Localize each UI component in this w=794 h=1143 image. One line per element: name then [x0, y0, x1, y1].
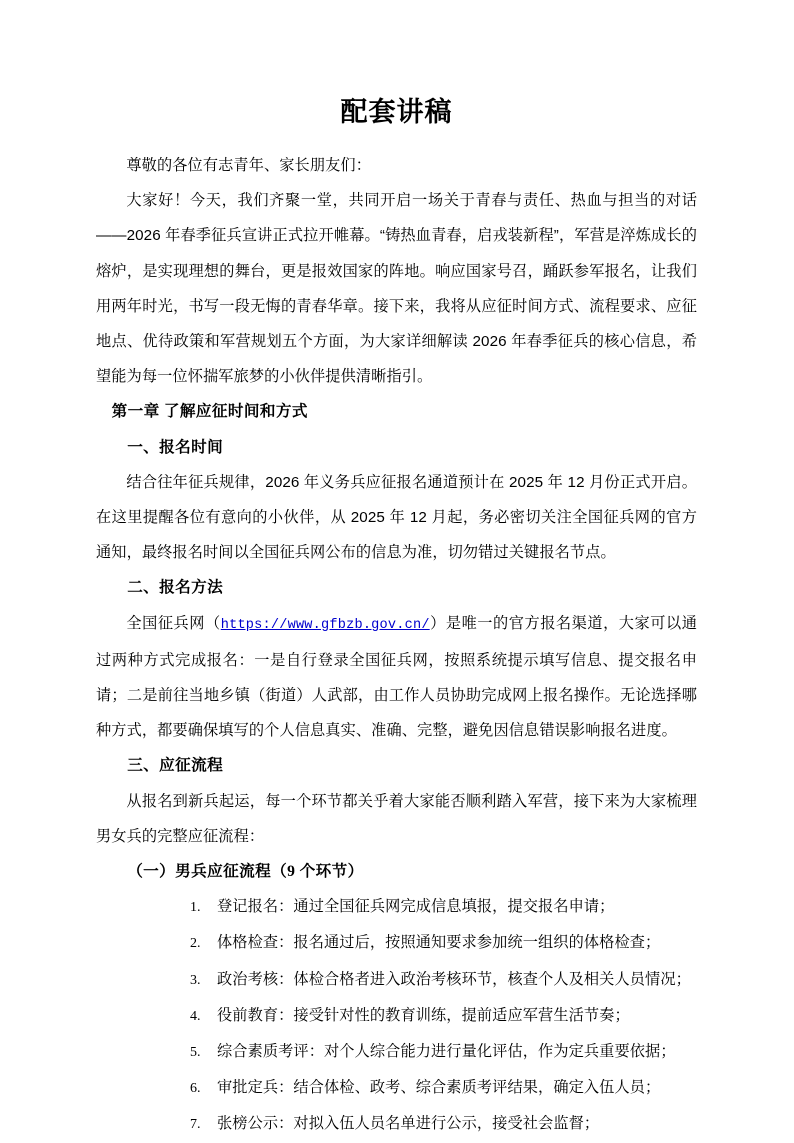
- section-three-heading: 三、应征流程: [127, 757, 224, 775]
- section-one-paragraph: 结合往年征兵规律，2026 年义务兵应征报名通道预计在 2025 年 12 月份正式开启。在这里提醒各位有意向的小伙伴，从 2025 年 12 月起，务必密切关注全国征兵网的官方通知，最终报名时间以全国征兵网公布的信息为准，切勿错过关键报名节点。: [96, 473, 697, 562]
- section-two-heading: 二、报名方法: [127, 579, 224, 597]
- list-item-number: 5.: [190, 1045, 201, 1061]
- subsection-heading-male-process: （一）男兵应征流程（9 个环节）: [127, 863, 364, 881]
- list-item-text: 政治考核：体检合格者进入政治考核环节，核查个人及相关人员情况；: [217, 970, 691, 988]
- list-item: [96, 1106, 697, 1142]
- list-item-text: 张榜公示：对拟入伍人员名单进行公示，接受社会监督；: [217, 1115, 600, 1133]
- section-two-paragraph: [96, 606, 697, 749]
- list-item-text: 体格检查：报名通过后，按照通知要求参加统一组织的体格检查；: [217, 934, 661, 952]
- opening-paragraph: 大家好！今天，我们齐聚一堂，共同开启一场关于青春与责任、热血与担当的对话——2026 年春季征兵宣讲正式拉开帷幕。“铸热血青春，启戎装新程”，军营是淬炼成长的熔炉，是实现理想的舞台，更是报效国家的阵地。响应国家号召，踊跃参军报名，让我们用两年时光，书写一段无悔的青春华章。接下来，我将从应征时间方式、流程要求、应征地点、优待政策和军营规划五个方面，为大家详细解读 2026 年春季征兵的核心信息，希望能为每一位怀揣军旅梦的小伙伴提供清晰指引。: [96, 192, 697, 386]
- list-item: [96, 962, 697, 998]
- list-item: [96, 889, 697, 925]
- list-item-text: 综合素质考评：对个人综合能力进行量化评估，作为定兵重要依据；: [217, 1043, 676, 1061]
- list-item-number: 7.: [190, 1117, 201, 1133]
- section-two-suffix-text: ）是唯一的官方报名渠道，大家可以通过两种方式完成报名：一是自行登录全国征兵网，按照系统提示填写信息、提交报名申请；二是前往当地乡镇（街道）人武部，由工作人员协助完成网上报名操作。无论选择哪种方式，都要确保填写的个人信息真实、准确、完整，避免因信息错误影响报名进度。: [96, 614, 697, 740]
- salutation-paragraph: 尊敬的各位有志青年、家长朋友们：: [126, 157, 371, 174]
- process-steps-list: [96, 889, 697, 1142]
- section-one-heading: 一、报名时间: [127, 438, 224, 456]
- list-item: [96, 925, 697, 961]
- list-item-number: 6.: [190, 1081, 201, 1097]
- list-item: [96, 998, 697, 1034]
- section-three-paragraph: 从报名到新兵起运，每一个环节都关乎着大家能否顺利踏入军营，接下来为大家梳理男女兵的完整应征流程：: [96, 792, 697, 845]
- list-item-number: 1.: [190, 900, 201, 916]
- section-two-prefix-text: 全国征兵网（: [126, 614, 221, 632]
- list-item: [96, 1034, 697, 1070]
- document-body: [96, 148, 697, 1143]
- list-item: [96, 1070, 697, 1106]
- list-item-text: 审批定兵：结合体检、政考、综合素质考评结果，确定入伍人员；: [217, 1079, 661, 1097]
- list-item-number: 2.: [190, 936, 201, 952]
- national-conscription-website-link[interactable]: https://www.gfbzb.gov.cn/: [220, 617, 430, 633]
- list-item-text: 登记报名：通过全国征兵网完成信息填报，提交报名申请；: [217, 898, 615, 916]
- list-item-number: 4.: [190, 1008, 201, 1024]
- list-item-number: 3.: [190, 972, 201, 988]
- chapter-one-heading: 第一章 了解应征时间和方式: [111, 403, 308, 421]
- page-title: 配套讲稿: [340, 97, 453, 127]
- list-item-text: 役前教育：接受针对性的教育训练，提前适应军营生活节奏；: [217, 1006, 630, 1024]
